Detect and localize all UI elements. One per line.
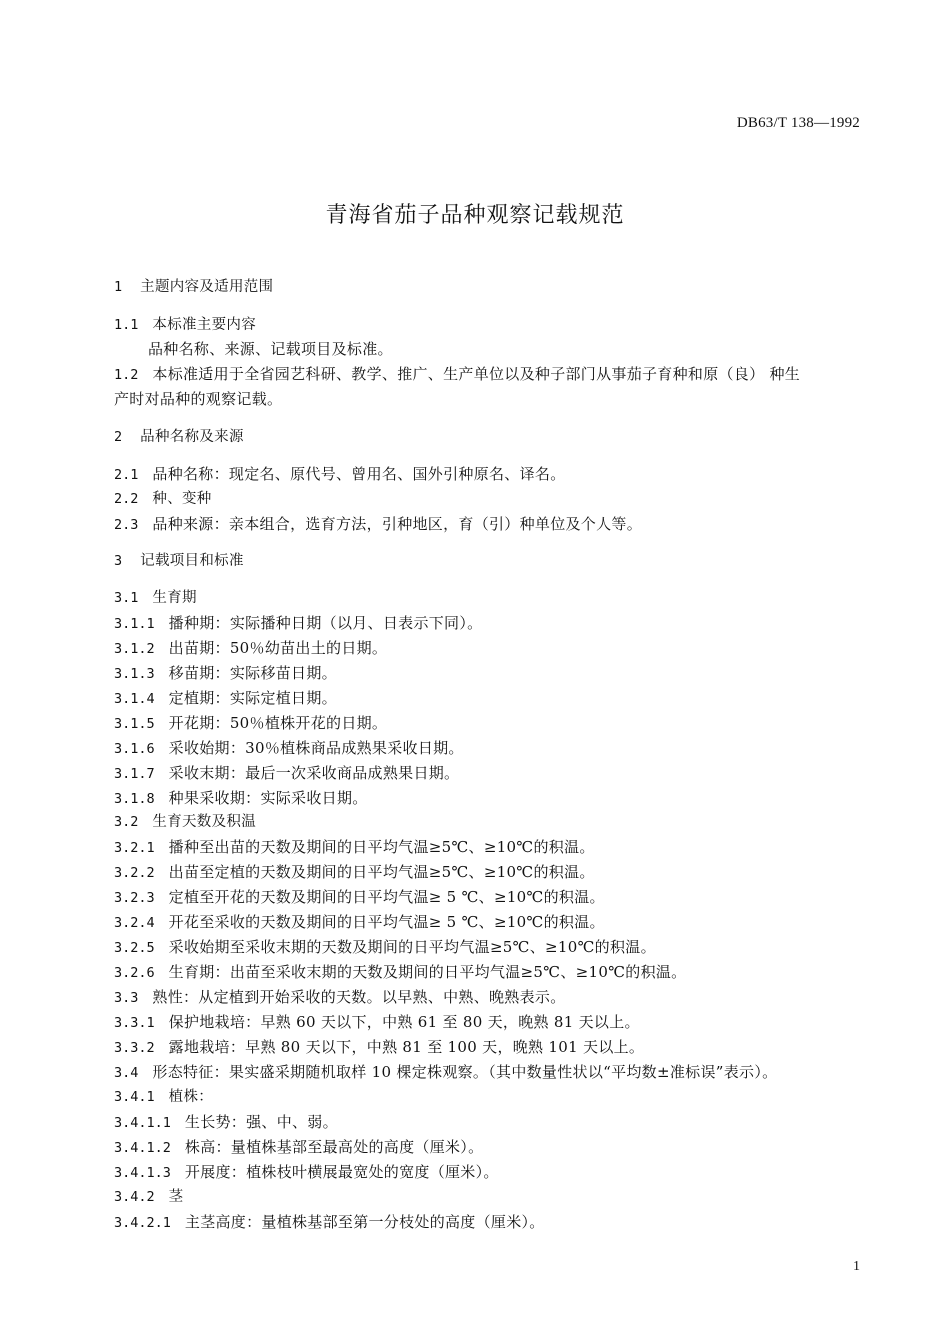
line-text: 品种名称及来源: [140, 429, 244, 445]
section-heading: [114, 549, 864, 574]
line-text: 开展度：植株枝叶横展最宽处的宽度（厘米）。: [184, 1163, 499, 1181]
body-line: [114, 1110, 864, 1135]
section-number: 1.2: [114, 367, 139, 383]
page-number: 1: [853, 1259, 860, 1274]
section-heading: [114, 425, 864, 450]
body-line: [114, 835, 864, 860]
section-number: 3.1.1: [114, 616, 155, 632]
section-number: 3.1.3: [114, 666, 155, 682]
line-text: 生育期: [152, 590, 197, 606]
section-number: 1.1: [114, 317, 139, 333]
section-number: 3.4.2: [114, 1189, 155, 1205]
body-line: [114, 910, 864, 935]
line-text: 品种名称、来源、记载项目及标准。: [148, 340, 393, 358]
body-line: [114, 860, 864, 885]
body-line: [114, 1010, 864, 1035]
section-number: 3.3.2: [114, 1040, 155, 1056]
body-line: [114, 611, 864, 636]
section-number: 3: [114, 553, 123, 569]
section-heading: [114, 487, 864, 512]
body-line: [114, 711, 864, 736]
section-number: 3.2.3: [114, 890, 155, 906]
section-number: 3.4.1.2: [114, 1140, 171, 1156]
line-text: 生育天数及积温: [152, 814, 256, 830]
section-number: 3.4.1.3: [114, 1165, 171, 1181]
line-text: 本标准适用于全省园艺科研、教学、推广、生产单位以及种子部门从事茄子育种和原（良） 种生: [152, 365, 801, 383]
line-text: 株高：量植株基部至最高处的高度（厘米）。: [184, 1138, 484, 1156]
line-text: 形态特征：果实盛采期随机取样 10 棵定株观察。（其中数量性状以“平均数±准标误”表示）。: [152, 1063, 778, 1081]
body-line: [114, 387, 864, 412]
line-text: 保护地栽培：早熟 60 天以下，中熟 61 至 80 天，晚熟 81 天以上。: [168, 1013, 640, 1031]
line-text: 品种来源：亲本组合，选育方法，引种地区，育（引）种单位及个人等。: [152, 515, 642, 533]
line-text: 露地栽培：早熟 80 天以下，中熟 81 至 100 天，晚熟 101 天以上。: [168, 1038, 645, 1056]
section-number: 3.3.1: [114, 1015, 155, 1031]
body-line: [114, 661, 864, 686]
section-number: 3.3: [114, 990, 139, 1006]
body-line: [114, 985, 864, 1010]
section-number: 3.2.1: [114, 840, 155, 856]
line-text: 定植至开花的天数及期间的日平均气温≥ 5 ℃、≥10℃的积温。: [168, 888, 605, 906]
line-text: 种、变种: [152, 491, 212, 507]
line-text: 茎: [168, 1189, 184, 1205]
section-heading: [114, 810, 864, 835]
section-number: 2.2: [114, 491, 139, 507]
body-line: [114, 686, 864, 711]
line-text: 出苗至定植的天数及期间的日平均气温≥5℃、≥10℃的积温。: [168, 863, 595, 881]
section-number: 3.1.6: [114, 741, 155, 757]
body-line: [114, 885, 864, 910]
body-line: [114, 512, 864, 537]
document-code: DB63/T 138—1992: [736, 115, 860, 131]
body-line: [114, 960, 864, 985]
body-line: [114, 1210, 864, 1235]
line-text: 生育期：出苗至采收末期的天数及期间的日平均气温≥5℃、≥10℃的积温。: [168, 963, 687, 981]
body-line: [114, 736, 864, 761]
section-number: 3.4.2.1: [114, 1215, 171, 1231]
line-text: 本标准主要内容: [152, 317, 256, 333]
section-heading: [114, 313, 864, 338]
line-text: 采收末期：最后一次采收商品成熟果日期。: [168, 764, 460, 782]
document-title: 青海省茄子品种观察记载规范: [325, 203, 625, 228]
section-number: 3.4.1.1: [114, 1115, 171, 1131]
body-line: [114, 1160, 864, 1185]
section-number: 3.2: [114, 814, 139, 830]
line-text: 熟性：从定植到开始采收的天数。以早熟、中熟、晚熟表示。: [152, 988, 566, 1006]
body-line: [114, 786, 864, 811]
section-number: 3.2.2: [114, 865, 155, 881]
body-line: [114, 1035, 864, 1060]
line-text: 品种名称：现定名、原代号、曾用名、国外引种原名、译名。: [152, 465, 566, 483]
line-text: 主茎高度：量植株基部至第一分枝处的高度（厘米）。: [184, 1213, 545, 1231]
line-text: 开花期：50％植株开花的日期。: [168, 714, 388, 732]
line-text: 采收始期：30％植株商品成熟果采收日期。: [168, 739, 464, 757]
line-text: 种果采收期：实际采收日期。: [168, 789, 368, 807]
section-number: 3.2.5: [114, 940, 155, 956]
section-number: 3.1.4: [114, 691, 155, 707]
line-text: 定植期：实际定植日期。: [168, 689, 337, 707]
body-line: [114, 636, 864, 661]
body-line: [114, 1060, 864, 1085]
body-line: [114, 462, 864, 487]
section-number: 1: [114, 279, 123, 295]
line-text: 播种至出苗的天数及期间的日平均气温≥5℃、≥10℃的积温。: [168, 838, 595, 856]
line-text: 主题内容及适用范围: [140, 279, 274, 295]
section-number: 3.1.2: [114, 641, 155, 657]
line-text: 产时对品种的观察记载。: [114, 390, 283, 408]
section-number: 3.1: [114, 590, 139, 606]
section-heading: [114, 1185, 864, 1210]
line-text: 开花至采收的天数及期间的日平均气温≥ 5 ℃、≥10℃的积温。: [168, 913, 605, 931]
section-number: 3.1.8: [114, 791, 155, 807]
section-number: 3.1.5: [114, 716, 155, 732]
section-number: 3.2.6: [114, 965, 155, 981]
section-number: 3.2.4: [114, 915, 155, 931]
section-heading: [114, 586, 864, 611]
section-number: 2: [114, 429, 123, 445]
section-heading: [114, 1085, 864, 1110]
body-line: [114, 761, 864, 786]
line-text: 播种期：实际播种日期（以月、日表示下同）。: [168, 614, 483, 632]
line-text: 移苗期：实际移苗日期。: [168, 664, 337, 682]
section-number: 2.3: [114, 517, 139, 533]
section-number: 3.4.1: [114, 1089, 155, 1105]
line-text: 出苗期：50％幼苗出土的日期。: [168, 639, 388, 657]
line-text: 生长势：强、中、弱。: [184, 1113, 338, 1131]
line-text: 植株：: [168, 1089, 214, 1105]
body-line: [114, 362, 864, 387]
body-line: [114, 1135, 864, 1160]
body-line: [114, 935, 864, 960]
section-number: 2.1: [114, 467, 139, 483]
line-text: 采收始期至采收末期的天数及期间的日平均气温≥5℃、≥10℃的积温。: [168, 938, 656, 956]
section-number: 3.4: [114, 1065, 139, 1081]
section-heading: [114, 275, 864, 300]
line-text: 记载项目和标准: [140, 553, 244, 569]
section-number: 3.1.7: [114, 766, 155, 782]
body-line: [148, 337, 898, 362]
